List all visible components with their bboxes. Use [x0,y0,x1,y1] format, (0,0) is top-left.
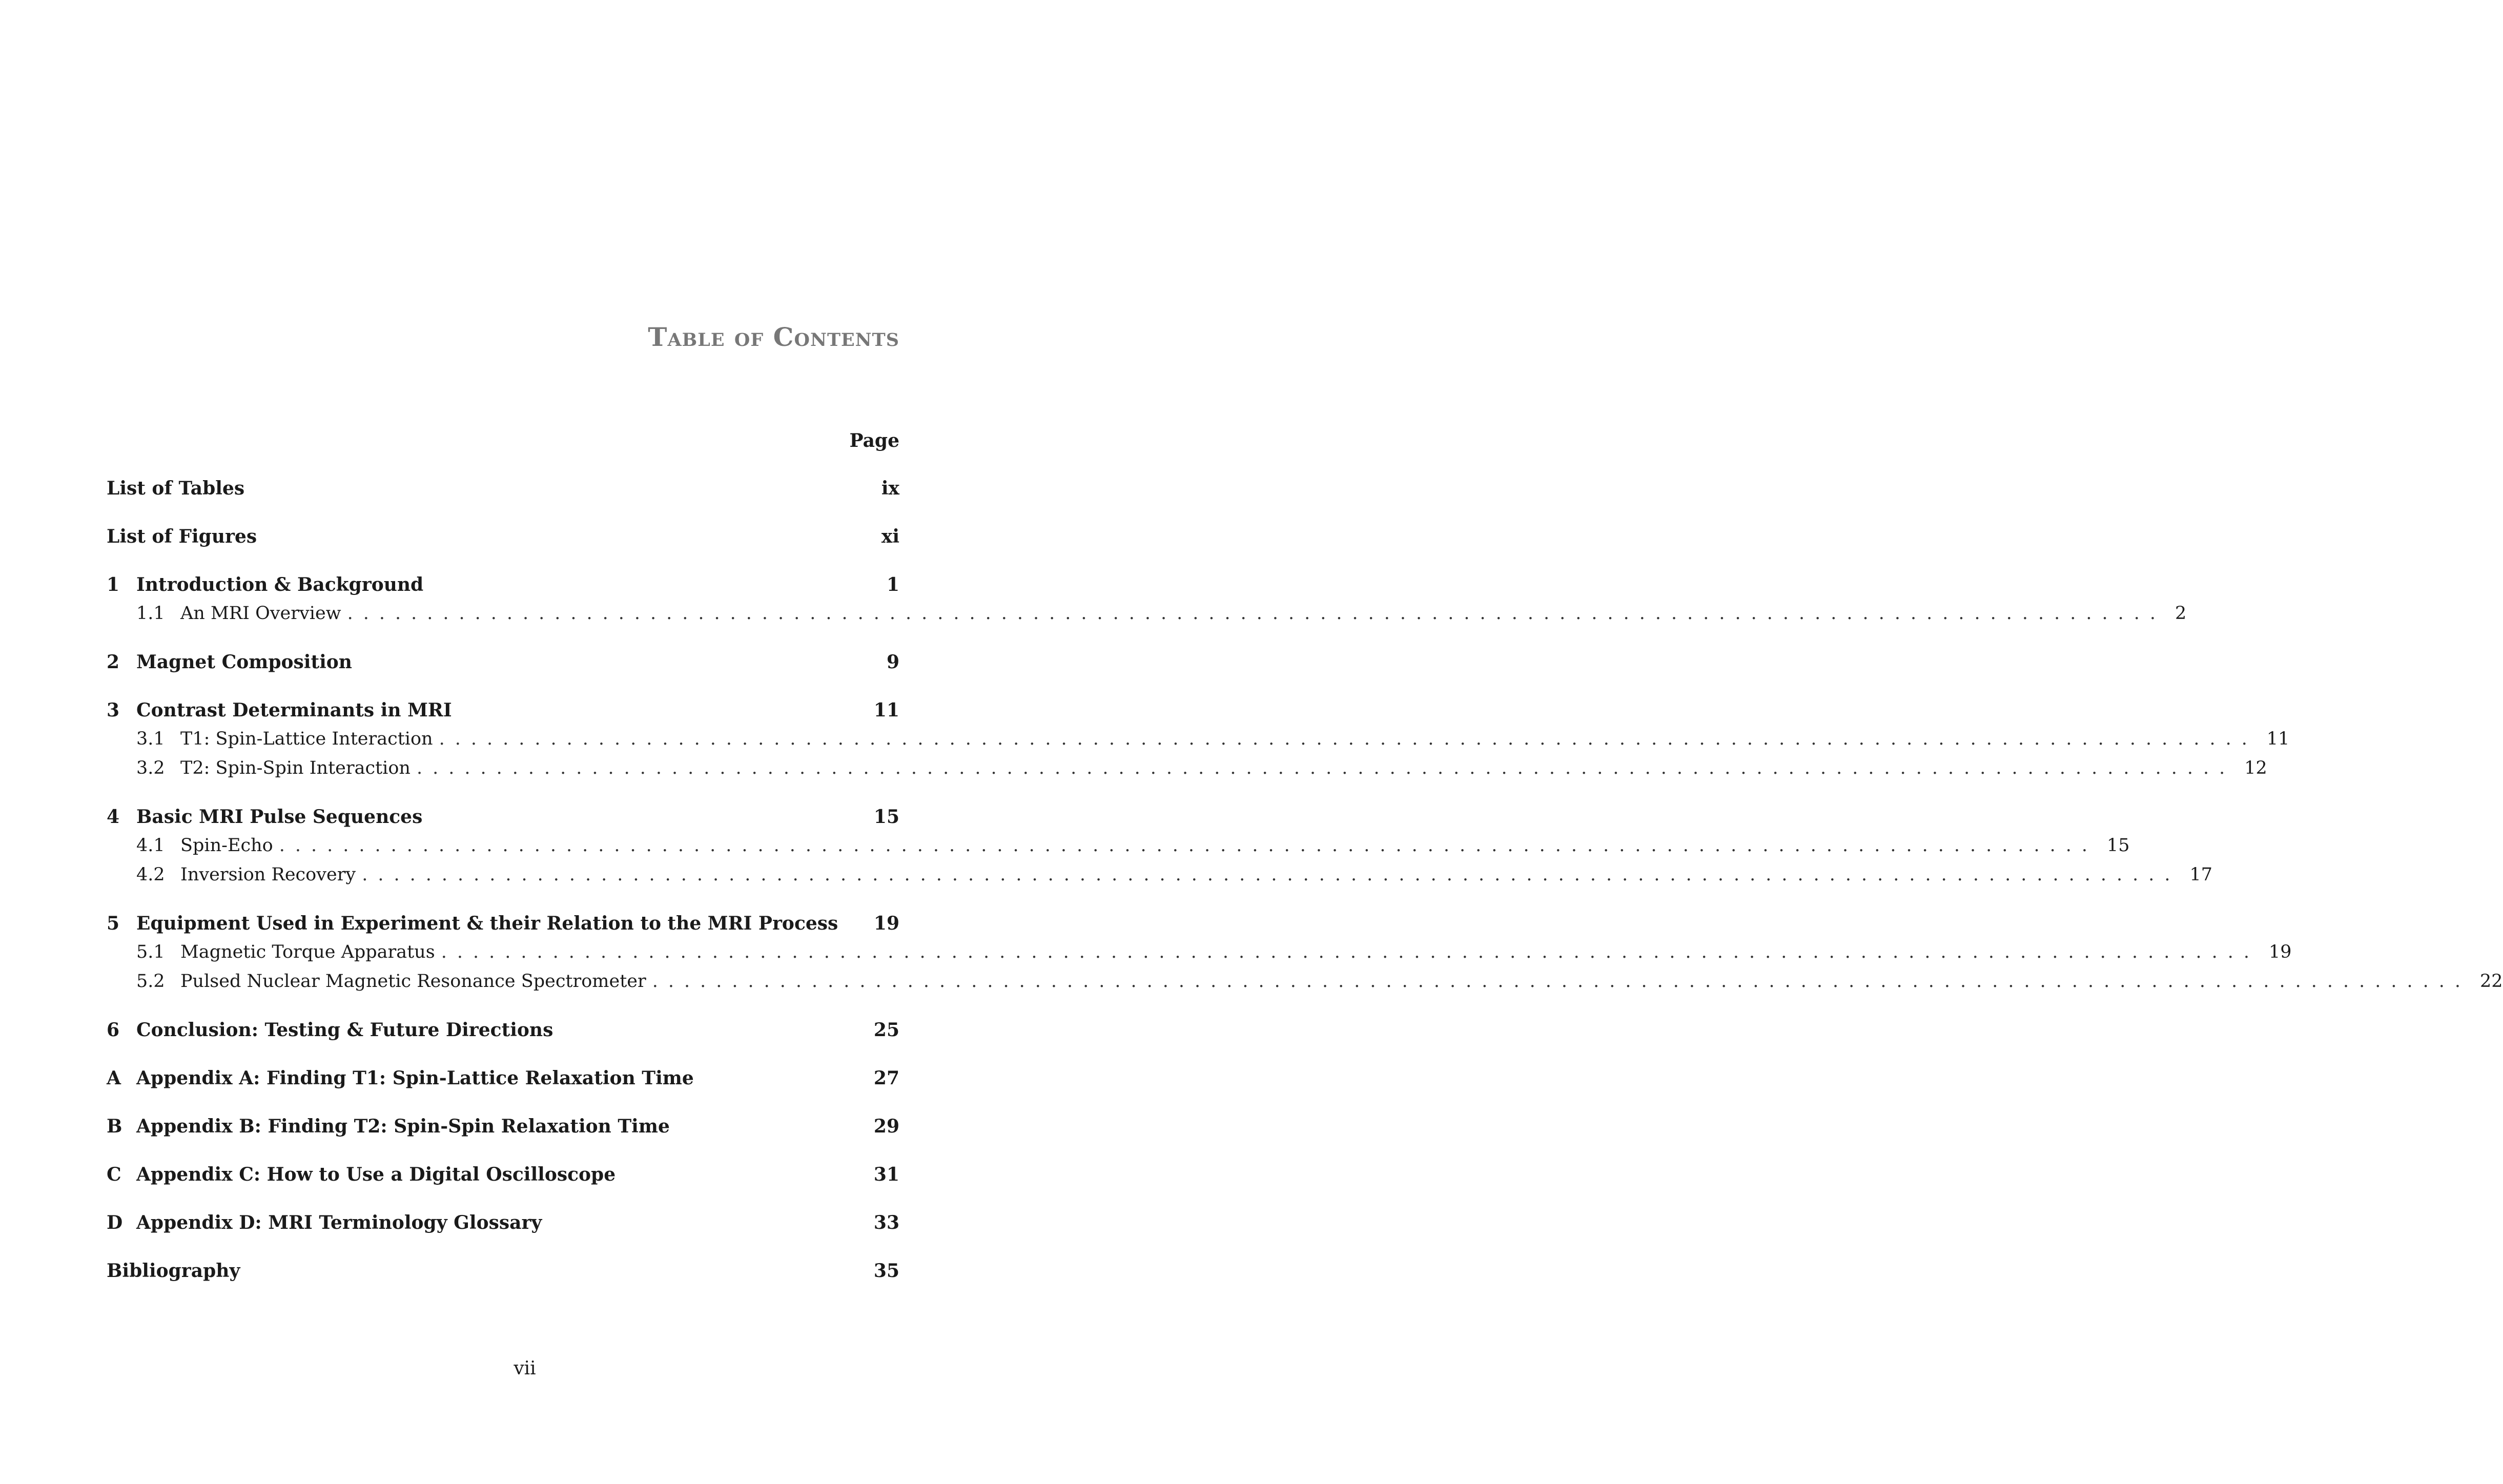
toc-entry-page: 2 [2174,603,2187,624]
toc-entry-label: Appendix A: Finding T1: Spin-Lattice Relaxation Time [136,1067,694,1089]
toc-entry-number: 4 [107,806,120,828]
toc-section-entry[interactable] [136,835,2130,861]
toc-entry-page: 17 [2189,864,2213,885]
dot-leader: .................................................................................................................. [362,864,2181,885]
toc-appendix-entry[interactable] [107,1067,899,1093]
page-number: vii [514,1358,536,1379]
dot-leader: .................................................................................................................. [439,729,2258,749]
dot-leader: .................................................................................................................. [347,603,2166,624]
toc-entry-number: 3 [107,699,120,721]
toc-entry-page: 27 [873,1067,899,1089]
toc-entry-number: C [107,1164,121,1185]
toc-entry-page: 19 [2269,942,2292,962]
toc-entry-number: 6 [107,1019,120,1041]
toc-entry-number: B [107,1116,122,1137]
toc-entry-label: Appendix C: How to Use a Digital Oscilloscope [136,1164,616,1185]
dot-leader: .................................................................................................................. [279,835,2098,856]
toc-entry-number: 1.1 [136,603,165,624]
toc-chapter-entry[interactable] [107,574,899,600]
toc-entry-label: T2: Spin-Spin Interaction [180,758,411,778]
dot-leader: .................................................................................................................. [652,971,2471,992]
toc-chapter-entry[interactable] [107,913,899,938]
toc-entry-page: 31 [873,1164,899,1185]
toc-entry-number: 3.1 [136,729,165,749]
toc-entry-page: 11 [873,699,899,721]
toc-entry-page: 25 [873,1019,899,1041]
page-title: Table of Contents [648,322,899,352]
toc-entry-label: Basic MRI Pulse Sequences [136,806,423,828]
toc-entry-label: Inversion Recovery [180,864,356,885]
toc-entry-page: 22 [2480,971,2503,992]
toc-section-entry[interactable] [136,971,2503,997]
toc-entry-page: 15 [2107,835,2130,856]
toc-entry-number: 5.1 [136,942,165,962]
toc-entry[interactable] [107,526,899,551]
toc-entry-page: xi [881,526,899,547]
dot-leader: .................................................................................................................. [441,942,2260,962]
toc-entry-label: Spin-Echo [180,835,273,856]
toc-entry-number: 2 [107,651,120,673]
toc-entry-number: 4.1 [136,835,165,856]
toc-entry-page: ix [881,478,899,499]
toc-entry-page: 15 [873,806,899,828]
toc-entry-label: T1: Spin-Lattice Interaction [180,729,433,749]
toc-entry-label: List of Tables [107,478,245,499]
toc-section-entry[interactable] [136,864,2213,890]
toc-appendix-entry[interactable] [107,1164,899,1189]
toc-entry-label: List of Figures [107,526,257,547]
toc-entry-page: 9 [886,651,899,673]
toc-appendix-entry[interactable] [107,1116,899,1141]
toc-entry-page: 1 [886,574,899,595]
toc-entry-label: Bibliography [107,1260,240,1282]
toc-entry-page: 29 [873,1116,899,1137]
toc-entry-label: Conclusion: Testing & Future Directions [136,1019,553,1041]
toc-entry-label: Appendix B: Finding T2: Spin-Spin Relaxation Time [136,1116,670,1137]
toc-entry-label: Contrast Determinants in MRI [136,699,452,721]
toc-section-entry[interactable] [136,942,2292,967]
toc-entry-label: Appendix D: MRI Terminology Glossary [136,1212,542,1233]
toc-entry-page: 11 [2266,729,2290,749]
toc-entry-number: A [107,1067,121,1089]
toc-appendix-entry[interactable] [107,1212,899,1238]
toc-entry-number: 5.2 [136,971,165,992]
toc-entry[interactable] [107,1260,899,1286]
toc-entry-number: 3.2 [136,758,165,778]
toc-section-entry[interactable] [136,729,2290,754]
toc-entry-number: 5 [107,913,120,934]
toc-entry-page: 35 [873,1260,899,1282]
toc-entry-number: 1 [107,574,120,595]
toc-chapter-entry[interactable] [107,806,899,832]
toc-entry-label: Equipment Used in Experiment & their Relation to the MRI Process [136,913,838,934]
toc-entry[interactable] [107,478,899,503]
toc-entry-page: 19 [873,913,899,934]
toc-entry-label: Magnet Composition [136,651,352,673]
toc-entry-label: Pulsed Nuclear Magnetic Resonance Spectrometer [180,971,646,992]
toc-entry-page: 33 [873,1212,899,1233]
toc-chapter-entry[interactable] [107,699,899,725]
toc-entry-number: D [107,1212,123,1233]
toc-entry-label: Magnetic Torque Apparatus [180,942,435,962]
toc-entry-number: 4.2 [136,864,165,885]
dot-leader: .................................................................................................................. [416,758,2235,778]
toc-section-entry[interactable] [136,603,2187,629]
toc-entry-label: Introduction & Background [136,574,424,595]
toc-entry-page: 12 [2244,758,2267,778]
toc-chapter-entry[interactable] [107,651,899,677]
toc-entry-label: An MRI Overview [180,603,341,624]
toc-section-entry[interactable] [136,758,2267,784]
page-column-header: Page [849,430,899,451]
toc-chapter-entry[interactable] [107,1019,899,1045]
